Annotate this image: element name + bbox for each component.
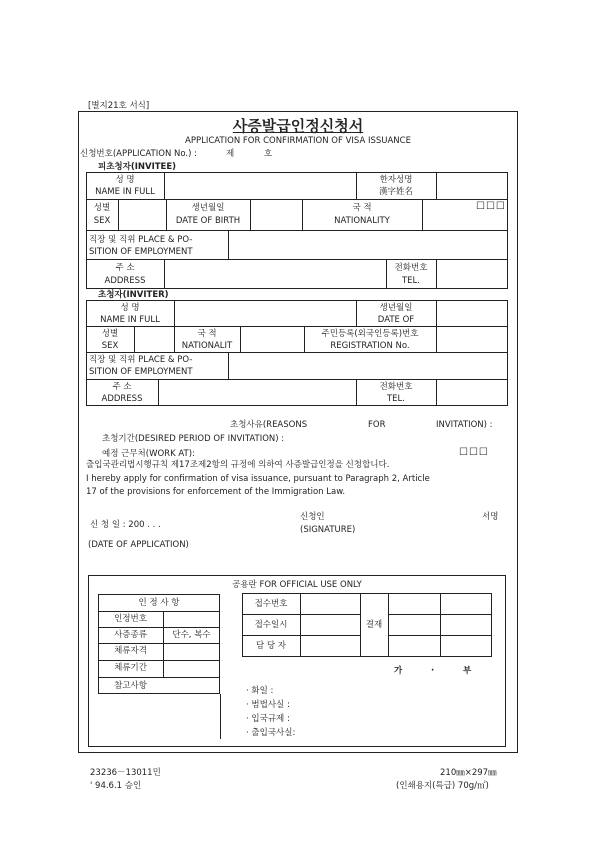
invitee-address-label-ko: 주 소 [115, 263, 135, 273]
receipt-row-label: 접수일시 [254, 620, 288, 630]
approve-dot: · [431, 666, 435, 676]
inviter-name-label-en: NAME IN FULL [100, 315, 160, 325]
inviter-employment-label-1: 직장 및 직위 PLACE & PO- [89, 355, 193, 365]
footer-paper: (인쇄용지(특급) 70g/㎡) [396, 781, 489, 791]
visa-type-value: 단수, 복수 [172, 630, 211, 640]
invitee-employment-label-1: 직장 및 직위 PLACE & PO- [89, 235, 193, 245]
approve-ga: 가 [394, 666, 403, 676]
confirmation-row-label: 참고사항 [114, 681, 147, 691]
inviter-sex-label-ko: 성별 [101, 329, 119, 339]
inviter-address-label-ko: 주 소 [112, 382, 132, 392]
invitee-dob-label-ko: 생년월일 [191, 203, 225, 213]
inviter-tel-label-ko: 전화번호 [379, 382, 413, 392]
inviter-nationality-label-en: NATIONALIT [181, 341, 233, 351]
approve-bu: 부 [463, 666, 472, 676]
signature-label: 서명 [482, 512, 499, 522]
confirmation-table [98, 594, 220, 694]
inviter-heading: 초청자(INVITER) [98, 290, 169, 300]
application-date-label: 신 청 일 : 200 . . . [90, 520, 161, 530]
inviter-address-label-en: ADDRESS [101, 394, 143, 404]
invitee-tel-label-ko: 전화번호 [394, 263, 428, 273]
confirmation-header: 인 정 사 항 [138, 598, 180, 608]
footer-code: 23236－13011민 [90, 768, 161, 778]
receipt-row-label: 접수번호 [254, 599, 288, 609]
inviter-tel-label-en: TEL. [386, 394, 405, 404]
inviter-nationality-label-ko: 국 적 [197, 329, 217, 339]
footer-approved: ' 94.6.1 승인 [90, 781, 142, 791]
application-date-label-en: (DATE OF APPLICATION) [88, 540, 189, 550]
page-subtitle: APPLICATION FOR CONFIRMATION OF VISA ISSUANCE [185, 136, 411, 146]
reasons-label-c: INVITATION) : [436, 420, 493, 430]
inviter-name-label-ko: 성 명 [120, 303, 140, 313]
invitee-nationality-label-ko: 국 적 [352, 203, 372, 213]
receipt-row-label: 담 당 자 [255, 641, 287, 651]
form-number: [별지21호 서식] [88, 101, 150, 111]
applicant-label-ko: 신청인 [300, 512, 325, 522]
confirmation-row-label: 체류자격 [114, 646, 147, 656]
application-number-je: 제 [226, 149, 235, 159]
invitee-address-label-en: ADDRESS [104, 276, 146, 286]
note-entry-restriction: · 입국규제 : [246, 714, 290, 724]
statement-english-1: I hereby apply for confirmation of visa issuance, pursuant to Paragraph 2, Article [86, 474, 430, 484]
invitee-name-label-ko: 성 명 [115, 175, 135, 185]
inviter-registration-label-ko: 주민등록(외국인등록)번호 [321, 329, 419, 339]
invitee-nationality-code-boxes[interactable]: ☐☐☐ [476, 201, 506, 212]
confirmation-row-label: 사증종류 [114, 630, 147, 640]
inviter-sex-label-en: SEX [101, 341, 119, 351]
inviter-registration-label-en: REGISTRATION No. [330, 341, 410, 351]
statement-english-2: 17 of the provisions for enforcement of the Immigration Law. [86, 487, 346, 497]
invitee-tel-label-en: TEL. [401, 276, 420, 286]
inviter-dob-label-en: DATE OF [377, 315, 415, 325]
page-title: 사증발급인정신청서 [232, 117, 364, 135]
approval-label: 결재 [365, 620, 383, 630]
note-immigration-record: · 출입국사실: [246, 728, 296, 738]
application-number-label: 신청번호(APPLICATION No.) : [80, 149, 198, 159]
confirmation-row-label: 인정번호 [114, 614, 147, 624]
invitee-hanja-label-cn: 漢字姓名 [378, 187, 413, 197]
statement-korean: 출입국관리법시행규칙 제17조제2항의 규정에 의하여 사증발급인정을 신청합니다. [86, 460, 390, 470]
reasons-label-a: 초청사유(REASONS [230, 420, 308, 430]
invitee-employment-label-2: SITION OF EMPLOYMENT [89, 247, 193, 257]
note-file: · 화일 : [246, 686, 274, 696]
invitation-period-label: 초청기간(DESIRED PERIOD OF INVITATION) : [102, 434, 285, 444]
invitee-hanja-label-ko: 한자성명 [379, 175, 413, 185]
note-criminal: · 범법사실 : [246, 700, 290, 710]
application-number-ho: 호 [264, 149, 273, 159]
invitee-heading: 피초청자(INVITEE) [98, 162, 177, 172]
inviter-employment-label-2: SITION OF EMPLOYMENT [89, 367, 193, 377]
applicant-label-en: (SIGNATURE) [300, 525, 356, 535]
invitee-dob-label-en: DATE OF BIRTH [175, 216, 241, 226]
footer-size: 210㎜×297㎜ [440, 768, 497, 778]
work-at-label: 예정 근무처(WORK AT): [102, 449, 195, 459]
confirmation-row-label: 체류기간 [114, 663, 147, 673]
work-at-code-boxes[interactable]: ☐☐☐ [459, 447, 489, 458]
invitee-sex-label-en: SEX [93, 216, 111, 226]
inviter-dob-label-ko: 생년월일 [379, 303, 413, 313]
official-use-heading: 공용란 FOR OFFICIAL USE ONLY [232, 580, 362, 590]
invitee-name-label-en: NAME IN FULL [95, 187, 155, 197]
invitee-sex-label-ko: 성별 [93, 203, 111, 213]
reasons-label-b: FOR [368, 420, 386, 430]
invitee-nationality-label-en: NATIONALITY [334, 216, 390, 226]
